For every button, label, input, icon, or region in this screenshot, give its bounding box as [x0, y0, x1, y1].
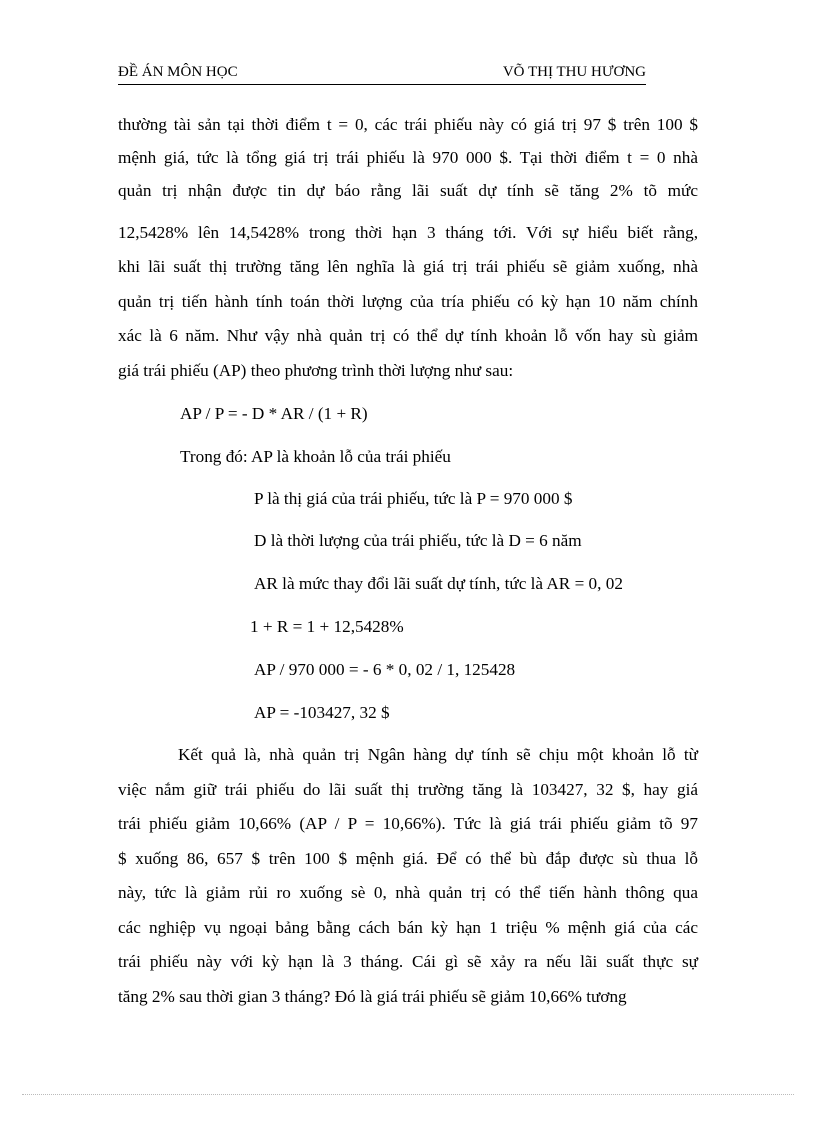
- definition-line: D là thời lượng của trái phiếu, tức là D = 6 năm: [254, 531, 582, 550]
- paragraph-line: quản trị tiến hành tính toán thời lượng của tría phiếu có kỳ hạn 10 năm chính: [118, 292, 698, 311]
- definition-line: P là thị giá của trái phiếu, tức là P = 970 000 $: [254, 489, 573, 508]
- paragraph-line: Kết quả là, nhà quản trị Ngân hàng dự tính sẽ chịu một khoản lỗ từ: [178, 745, 698, 764]
- page-bottom-divider: [22, 1094, 794, 1095]
- paragraph-line: 12,5428% lên 14,5428% trong thời hạn 3 tháng tới. Với sự hiểu biết rằng,: [118, 223, 698, 242]
- page-header: [118, 60, 646, 85]
- paragraph-line: thường tài sản tại thời điểm t = 0, các trái phiếu này có giá trị 97 $ trên 100 $: [118, 115, 698, 134]
- header-author-name: VÕ THỊ THU HƯƠNG: [502, 64, 646, 80]
- paragraph-line: trái phiếu giảm 10,66% (AP / P = 10,66%). Tức là giá trái phiếu giảm tõ 97: [118, 814, 698, 833]
- where-clause: Trong đó: AP là khoản lỗ của trái phiếu: [180, 447, 451, 466]
- paragraph-line: xác là 6 năm. Như vậy nhà quản trị có thể dự tính khoản lỗ vốn hay sù giảm: [118, 326, 698, 345]
- header-course-title: ĐỀ ÁN MÔN HỌC: [118, 64, 238, 80]
- paragraph-line: khi lãi suất thị trường tăng lên nghĩa là giá trị trái phiếu sẽ giảm xuống, nhà: [118, 257, 698, 276]
- definition-line: AR là mức thay đổi lãi suất dự tính, tức là AR = 0, 02: [254, 574, 623, 593]
- paragraph-line: giá trái phiếu (AP) theo phương trình thời lượng như sau:: [118, 361, 514, 380]
- paragraph-line: tăng 2% sau thời gian 3 tháng? Đó là giá trái phiếu sẽ giảm 10,66% tương: [118, 987, 627, 1006]
- calculation-result: AP = -103427, 32 $: [254, 703, 390, 722]
- paragraph-line: này, tức là giảm rủi ro xuống sè 0, nhà quản trị có thể tiến hành thông qua: [118, 883, 698, 902]
- paragraph-line: quản trị nhận được tin dự báo rằng lãi suất dự tính sẽ tăng 2% tõ mức: [118, 181, 698, 200]
- definition-line: 1 + R = 1 + 12,5428%: [250, 617, 404, 636]
- paragraph-line: mệnh giá, tức là tổng giá trị trái phiếu là 970 000 $. Tại thời điểm t = 0 nhà: [118, 148, 698, 167]
- duration-formula: AP / P = - D * AR / (1 + R): [180, 404, 368, 423]
- paragraph-line: các nghiệp vụ ngoại bảng bằng cách bán kỳ hạn 1 triệu % mệnh giá của các: [118, 918, 698, 937]
- paragraph-line: trái phiếu này với kỳ hạn là 3 tháng. Cái gì sẽ xảy ra nếu lãi suất thực sự: [118, 952, 698, 971]
- paragraph-line: $ xuống 86, 657 $ trên 100 $ mệnh giá. Để có thể bù đắp được sù thua lỗ: [118, 849, 698, 868]
- paragraph-line: việc nắm giữ trái phiếu do lãi suất thị trường tăng là 103427, 32 $, hay giá: [118, 780, 698, 799]
- definition-line: AP / 970 000 = - 6 * 0, 02 / 1, 125428: [254, 660, 516, 679]
